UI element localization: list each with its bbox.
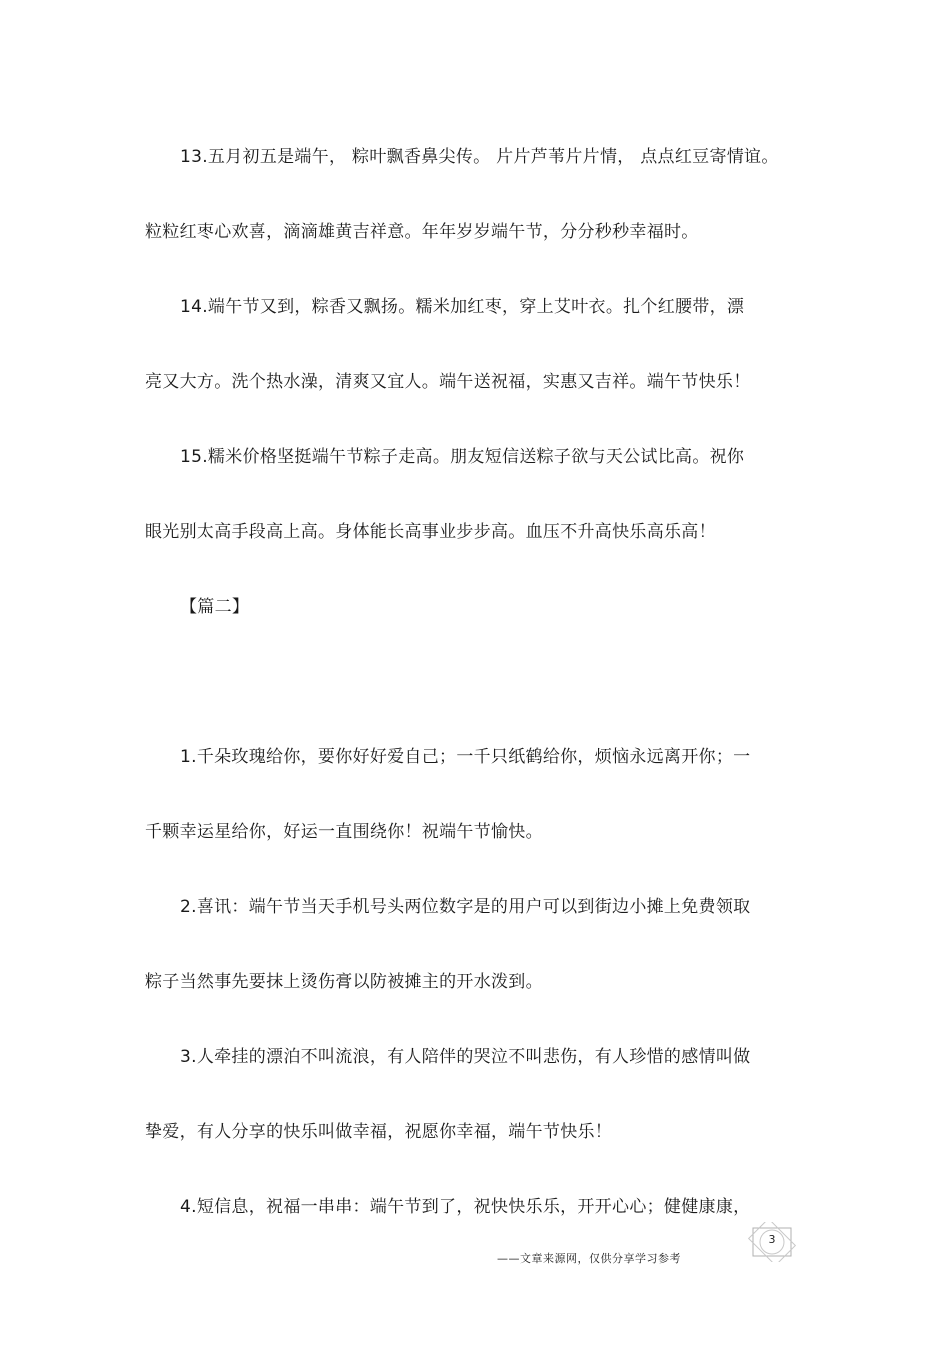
paragraph-1-line-1: 1.千朵玫瑰给你，要你好好爱自己；一千只纸鹤给你，烦恼永远离开你；一 [180, 747, 751, 767]
paragraph-1-line-2: 千颗幸运星给你，好运一直围绕你！祝端午节愉快。 [145, 822, 543, 842]
footer-source-text: ——文章来源网，仅供分享学习参考 [497, 1252, 681, 1265]
section-heading: 【篇二】 [180, 597, 250, 617]
paragraph-14-line-2: 亮又大方。洗个热水澡，清爽又宜人。端午送祝福，实惠又吉祥。端午节快乐！ [145, 372, 751, 392]
paragraph-15-line-1: 15.糯米价格坚挺端午节粽子走高。朋友短信送粽子欲与天公试比高。祝你 [180, 447, 745, 467]
paragraph-14-line-1: 14.端午节又到，粽香又飘扬。糯米加红枣，穿上艾叶衣。扎个红腰带，漂 [180, 297, 745, 317]
paragraph-4-line-1: 4.短信息，祝福一串串：端午节到了，祝快快乐乐，开开心心；健健康康， [180, 1197, 751, 1217]
paragraph-3-line-2: 挚爱，有人分享的快乐叫做幸福，祝愿你幸福，端午节快乐！ [145, 1122, 613, 1142]
page-number: 3 [768, 1233, 776, 1246]
paragraph-2-line-1: 2.喜讯：端午节当天手机号头两位数字是的用户可以到街边小摊上免费领取 [180, 897, 751, 917]
paragraph-13-line-1: 13.五月初五是端午， 粽叶飘香鼻尖传。 片片芦苇片片情， 点点红豆寄情谊。 [180, 147, 779, 167]
paragraph-2-line-2: 粽子当然事先要抹上烫伤膏以防被摊主的开水泼到。 [145, 972, 543, 992]
paragraph-15-line-2: 眼光别太高手段高上高。身体能长高事业步步高。血压不升高快乐高乐高！ [145, 522, 716, 542]
paragraph-3-line-1: 3.人牵挂的漂泊不叫流浪，有人陪伴的哭泣不叫悲伤，有人珍惜的感情叫做 [180, 1047, 751, 1067]
paragraph-13-line-2: 粒粒红枣心欢喜，滴滴雄黄吉祥意。年年岁岁端午节，分分秒秒幸福时。 [145, 222, 699, 242]
